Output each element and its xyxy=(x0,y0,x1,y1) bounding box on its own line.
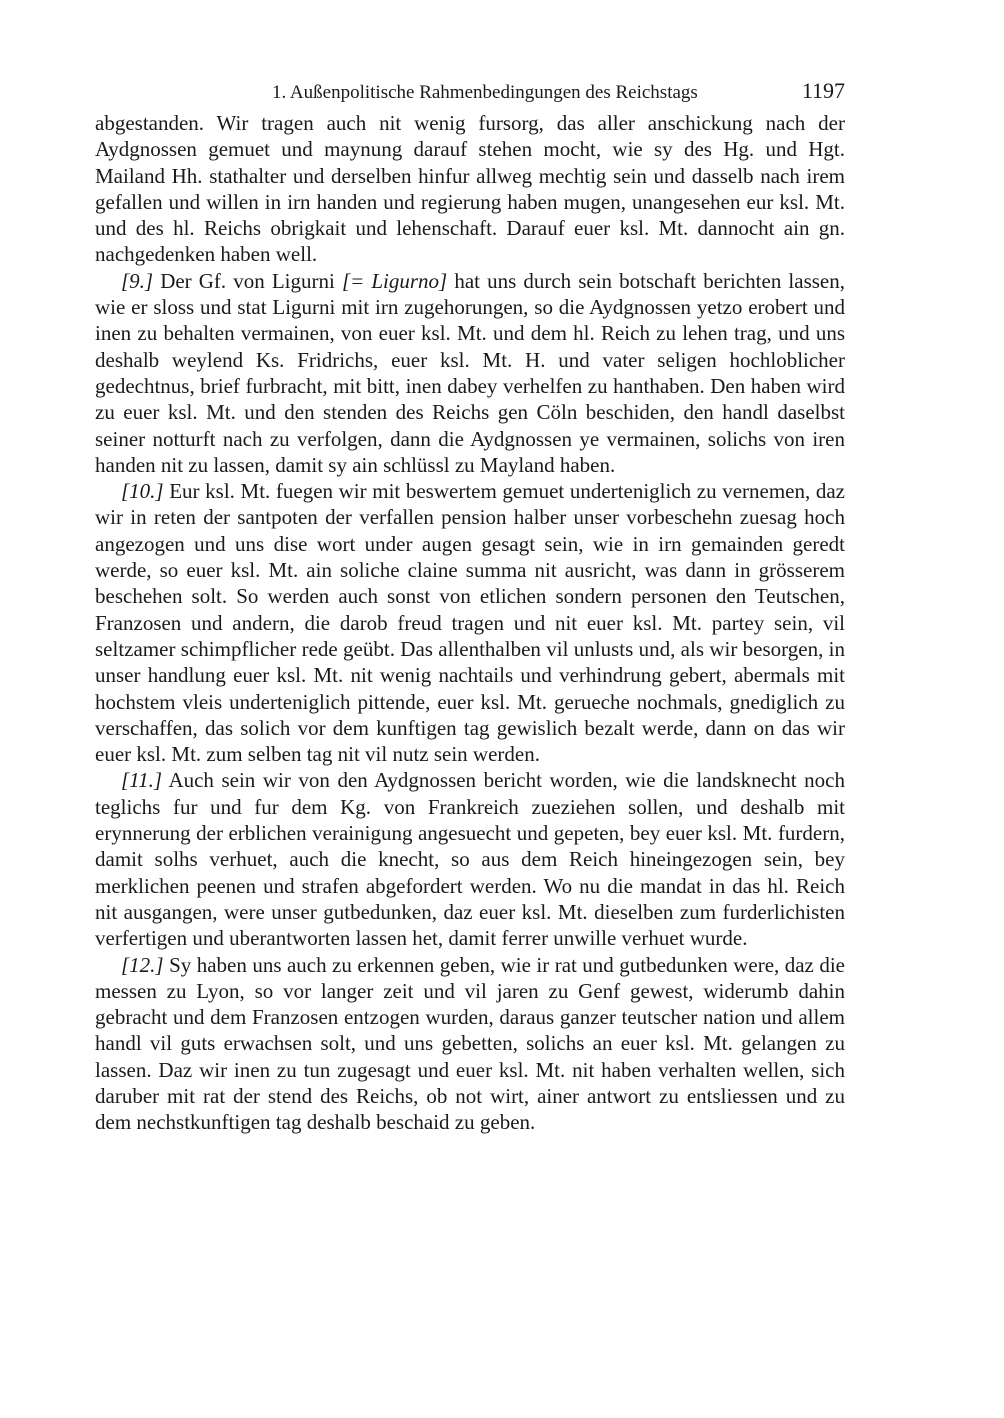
paragraph-text: hat uns durch sein botschaft berichten lassen, wie er sloss und stat Ligurni mit irn zugehorungen, so die Aydgnossen yetzo erobert und inen zu behalten vermainen, von euer ksl. Mt. und dem hl. Reich zu lehen trag, und uns deshalb weylend Ks. Fridrichs, euer ksl. Mt. H. und vater seligen hochloblicher gedechtnus, brief furbracht, mit bitt, inen dabey verhelfen zu hanthaben. Den haben wird zu euer ksl. Mt. und den stenden des Reichs gen Cöln beschiden, den handl daselbst seiner notturft nach zu verfolgen, dann die Aydgnossen ye vermainen, solichs von iren handen nit zu lassen, damit sy ain schlüssl zu Mayland haben. xyxy=(95,268,845,477)
paragraph-10 xyxy=(95,478,845,767)
editorial-note: [= Ligurno] xyxy=(341,268,448,293)
paragraph-text-lead: Der Gf. von Ligurni xyxy=(153,268,342,293)
page-number: 1197 xyxy=(801,78,845,103)
paragraph-marker: [10.] xyxy=(121,479,164,504)
paragraph-text: Eur ksl. Mt. fuegen wir mit beswertem gemuet underteniglich zu vernemen, daz wir in reten der santpoten der verfallen pension halber unser vorbeschehn zuesag hoch angezogen und uns dise wort under augen gesagt sein, wie in irn gemainden geredt werde, so euer ksl. Mt. ain soliche claine summa nit ausricht, was dann in grösserem beschehen solt. So werden auch sonst von etlichen sondern personen den Teutschen, Franzosen und andern, die darob freud tragen und nit euer ksl. Mt. partey sein, vil seltzamer schimpflicher rede geübt. Das allenthalben vil unlusts und, als wir besorgen, in unser handlung euer ksl. Mt. nit wenig nachtails und verhindrung gebert, abermals mit hochstem vleis underteniglich pittende, euer ksl. Mt. gerueche nochmals, gnediglich zu verschaffen, das solich vor dem kunftigen tag gewislich bezalt werde, dann on das wir euer ksl. Mt. zum selben tag nit vil nutz sein werden. xyxy=(95,479,845,767)
document-page xyxy=(95,78,845,1136)
paragraph-text: abgestanden. Wir tragen auch nit wenig fursorg, das aller anschickung nach der Aydgnossen gemuet und maynung darauf stehen mocht, wie sy des Hg. und Hgt. Mailand Hh. stathalter und derselben hinfur allweg mechtig sein und dasselb nach irem gefallen und willen in irn handen und regierung haben mugen, unangesehen eur ksl. Mt. und des hl. Reichs obrigkait und lehenschaft. Darauf euer ksl. Mt. dannocht ain gn. nachgedenken haben well. xyxy=(95,111,845,267)
paragraph-continuation xyxy=(95,110,845,268)
running-header xyxy=(95,78,845,110)
body-text xyxy=(95,110,845,1136)
paragraph-text: Auch sein wir von den Aydgnossen bericht worden, wie die landsknecht noch teglichs fur und fur dem Kg. von Frankreich zueziehen sollen, und deshalb mit erynnerung der erblichen verainigung angesuecht und gepeten, bey euer ksl. Mt. furdern, damit solhs verhuet, auch die knecht, so aus dem Reich hineingezogen sein, bey merklichen peenen und strafen abgefordert werden. Wo nu die mandat in das hl. Reich nit ausgangen, were unser gutbedunken, daz euer ksl. Mt. dieselben zum furderlichisten verfertigen und uberantworten lassen het, damit ferrer unwille verhuet wurde. xyxy=(95,768,845,951)
running-title: 1. Außenpolitische Rahmenbedingungen des Reichstags xyxy=(271,82,698,103)
paragraph-marker: [11.] xyxy=(121,768,163,793)
paragraph-marker: [12.] xyxy=(121,952,164,977)
paragraph-12 xyxy=(95,952,845,1136)
paragraph-11 xyxy=(95,767,845,951)
paragraph-9 xyxy=(95,268,845,478)
paragraph-text: Sy haben uns auch zu erkennen geben, wie ir rat und gutbedunken were, daz die messen zu Lyon, so vor langer zeit und vil jaren zu Genf gewest, widerumb dahin gebracht und dem Franzosen entzogen wurden, daraus ganzer teutscher nation und allem handl vil guts erwachsen solt, und uns gebetten, solichs an euer ksl. Mt. gelangen zu lassen. Daz wir inen zu tun zugesagt und euer ksl. Mt. nit haben verhalten wellen, sich daruber mit rat der stend des Reichs, ob not wirt, ainer antwort zu entsliessen und zu dem nechstkunftigen tag deshalb beschaid zu geben. xyxy=(95,952,845,1135)
paragraph-marker: [9.] xyxy=(121,268,154,293)
